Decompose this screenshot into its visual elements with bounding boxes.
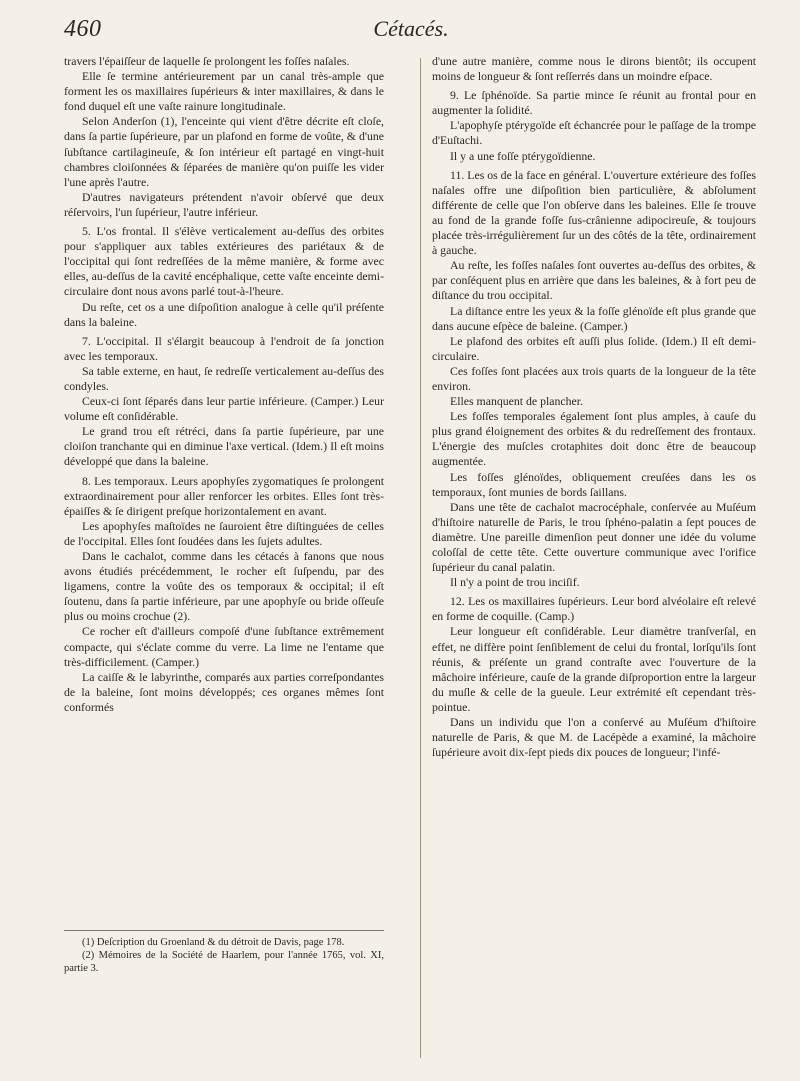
right-column [432, 54, 756, 760]
paragraph: travers l'épaiſſeur de laquelle ſe prolongent les foſſes naſales. [64, 54, 350, 68]
paragraph: La caiſſe & le labyrinthe, comparés aux parties correſpondantes de la baleine, ſont moins développés; ces organes mêmes ſont conformés [64, 669, 384, 714]
column-divider [420, 58, 421, 1058]
paragraph: Elles manquent de plancher. [450, 394, 583, 409]
paragraph: Les foſſes temporales également ſont plus amples, à cauſe du plus grand éloignement des orbites & du redreſſement des frontaux. L'énergie des muſcles crotaphites doit donc être de beaucoup augmentée. [432, 409, 756, 469]
paragraph: Leur longueur eſt conſidérable. Leur diamètre tranſverſal, en effet, ne diffère point ſenſiblement de celui du frontal, lorſqu'ils ſont réunis, & préſente un grand contraſte avec l'ouverture de la mâchoire inférieure, cauſe de la grande diſproportion entre la largeur du muſle & celle de la gueule. Leur extrémité eſt cependant très-pointue. [432, 624, 756, 714]
footnote-divider [64, 930, 384, 931]
paragraph: Il n'y a point de trou inciſif. [450, 575, 580, 590]
left-column [64, 54, 384, 715]
section-paragraph: 8. Les temporaux. Leurs apophyſes zygomatiques ſe prolongent extraordinairement pour aller renforcer les orbites. Elles ſont très-épaiſſes & ſe dirigent preſque horizontalement en avant. [64, 473, 384, 518]
section-paragraph: 12. Les os maxillaires ſupérieurs. Leur bord alvéolaire eſt relevé en forme de coquille. (Camp.) [432, 594, 756, 624]
footnotes [64, 936, 384, 975]
paragraph: Selon Anderſon (1), l'enceinte qui vient d'être décrite eſt cloſe, dans ſa partie ſupérieure, par un plafond en forme de voûte, & d'une ſubſtance cartilagineuſe, & ſon intérieur eſt partagé en vingt-huit chambres cloiſonnées & ſéparées de manière qu'on puiſſe les vider l'une après l'autre. [64, 114, 384, 189]
paragraph: Sa table externe, en haut, ſe redreſſe verticalement au-deſſus des condyles. [64, 363, 384, 393]
section-paragraph: 11. Les os de la face en général. L'ouverture extérieure des foſſes naſales offre une diſpoſition bien particulière, & abſolument différente de celle que l'on obſerve dans les baleines. Elle ſe trouve au fond de la grande foſſe ſus-crânienne adipocireuſe, & toujours placée très-irrégulièrement ſur un des côtés de la tête, ordinairement à gauche. [432, 167, 756, 258]
paragraph: Ceux-ci ſont ſéparés dans leur partie inférieure. (Camper.) Leur volume eſt conſidérable. [64, 394, 384, 424]
footnote: (2) Mémoires de la Société de Haarlem, pour l'année 1765, vol. XI, partie 3. [64, 950, 384, 974]
paragraph: Ces foſſes ſont placées aux trois quarts de la longueur de la tête environ. [432, 363, 756, 393]
section-paragraph: 7. L'occipital. Il s'élargit beaucoup à l'endroit de ſa jonction avec les temporaux. [64, 333, 384, 363]
paragraph: Les foſſes glénoïdes, obliquement creuſées dans les os temporaux, ſont munies de bords ſaillans. [432, 469, 756, 499]
running-title: Cétacés. [373, 16, 449, 41]
page-number: 460 [64, 16, 102, 42]
footnote: (1) Deſcription du Groenland & du détroit de Davis, page 178. [82, 937, 345, 948]
paragraph: d'une autre manière, comme nous le dirons bientôt; ils occupent moins de longueur & ſont reſſerrés dans un moindre eſpace. [432, 54, 756, 84]
section-paragraph: 9. Le ſphénoïde. Sa partie mince ſe réunit au frontal pour en augmenter la ſolidité. [432, 88, 756, 118]
paragraph: Du reſte, cet os a une diſpoſition analogue à celle qu'il préſente dans la baleine. [64, 299, 384, 329]
paragraph: Elle ſe termine antérieurement par un canal très-ample que forment les os maxillaires ſupérieurs & inter maxillaires, & dans le fond duquel eſt une vaſte rainure longitudinale. [64, 69, 384, 114]
paragraph: Le plafond des orbites eſt auſſi plus ſolide. (Idem.) Il eſt demi-circulaire. [432, 333, 756, 363]
paragraph: Dans un individu que l'on a conſervé au Muſéum d'hiſtoire naturelle de Paris, & que M. de Lacépède a examiné, la mâchoire ſupérieure avoit dix-ſept pieds dix pouces de longueur; l'infé- [432, 715, 756, 760]
paragraph: D'autres navigateurs prétendent n'avoir obſervé que deux réſervoirs, l'un ſupérieur, l'autre inférieur. [64, 189, 384, 219]
paragraph: Dans une tête de cachalot macrocéphale, conſervée au Muſéum d'hiſtoire naturelle de Paris, le trou ſphéno-palatin a ſept pouces de diamètre. Une pareille dimenſion peut donner une idée du volume coloſſal de cette tête. Cette ouverture communique avec l'orifice ſupérieur du canal palatin. [432, 499, 756, 575]
section-paragraph: 5. L'os frontal. Il s'élève verticalement au-deſſus des orbites pour s'appliquer aux tables extérieures des pariétaux & de l'occipital qui ſont redreſſées de la même manière, & forme avec elles, au-deſſus de la cavité encéphalique, cette vaſte enceinte demi-circulaire dont nous avons parlé tout-à-l'heure. [64, 224, 384, 299]
paragraph: Le grand trou eſt rétréci, dans ſa partie ſupérieure, par une cloiſon tranchante qui en diminue l'axe vertical. (Idem.) Il eſt moins développé que dans la baleine. [64, 424, 384, 469]
paragraph: Dans le cachalot, comme dans les cétacés à fanons que nous avons étudiés précédemment, le rocher eſt ſuſpendu, par des ligamens, contre la voûte des os temporaux & occipital; il eſt ſoutenu, dans ſa partie inférieure, par une apophyſe ou bride oſſeuſe plus ou moins crochue (2). [64, 549, 384, 624]
paragraph: Au reſte, les foſſes naſales ſont ouvertes au-deſſus des orbites, & par conſéquent plus en arrière que dans les baleines, & à fort peu de diſtance du trou occipital. [432, 258, 756, 303]
paragraph: Ce rocher eſt d'ailleurs compoſé d'une ſubſtance extrêmement compacte, qui s'éclate comme du verre. La lime ne l'entame que très-difficilement. (Camper.) [64, 624, 384, 669]
page-header [64, 16, 758, 50]
paragraph: Les apophyſes maſtoïdes ne ſauroient être diſtinguées de celles de l'occipital. Elles ſont ſoudées dans les ſujets adultes. [64, 518, 384, 548]
paragraph: L'apophyſe ptérygoïde eſt échancrée pour le paſſage de la trompe d'Euſtachi. [432, 118, 756, 148]
paragraph: Il y a une foſſe ptérygoïdienne. [450, 148, 596, 163]
paragraph: La diſtance entre les yeux & la foſſe glénoïde eſt plus grande que dans aucune eſpèce de baleine. (Camper.) [432, 303, 756, 333]
